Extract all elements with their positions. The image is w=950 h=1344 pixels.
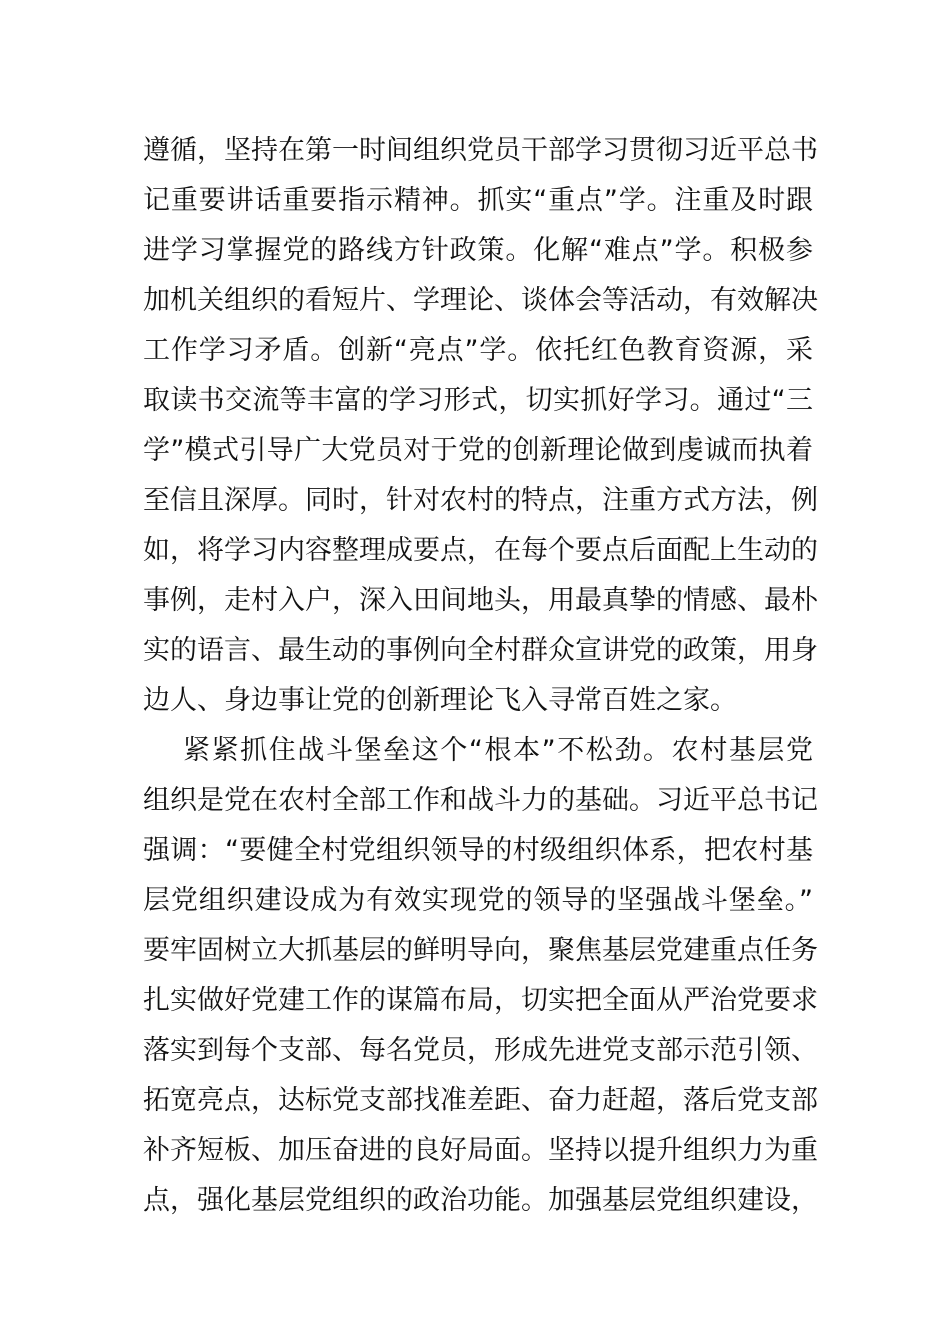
paragraph-line: 实的语言、最生动的事例向全村群众宣讲党的政策，用身 (143, 635, 818, 666)
paragraph-line: 至信且深厚。同时，针对农村的特点，注重方式方法，例 (143, 485, 818, 516)
paragraph-line: 紧紧抓住战斗堡垒这个“根本”不松劲。农村基层党 (183, 735, 813, 766)
paragraph-line: 补齐短板、加压奋进的良好局面。坚持以提升组织力为重 (143, 1135, 818, 1166)
paragraph-line: 加机关组织的看短片、学理论、谈体会等活动，有效解决 (143, 285, 818, 316)
paragraph-line: 记重要讲话重要指示精神。抓实“重点”学。注重及时跟 (143, 185, 813, 216)
paragraph-line: 事例，走村入户，深入田间地头，用最真挚的情感、最朴 (143, 585, 818, 616)
paragraph-line: 强调：“要健全村党组织领导的村级组织体系，把农村基 (143, 835, 813, 866)
paragraph-line: 边人、身边事让党的创新理论飞入寻常百姓之家。 (143, 685, 737, 716)
document-body (143, 126, 818, 1226)
paragraph-line: 取读书交流等丰富的学习形式，切实抓好学习。通过“三 (143, 385, 813, 416)
paragraph-line: 落实到每个支部、每名党员，形成先进党支部示范引领、 (143, 1035, 818, 1066)
paragraph-1 (143, 126, 818, 726)
paragraph-line: 进学习掌握党的路线方针政策。化解“难点”学。积极参 (143, 235, 813, 266)
paragraph-line: 遵循，坚持在第一时间组织党员干部学习贯彻习近平总书 (143, 135, 818, 166)
paragraph-line: 要牢固树立大抓基层的鲜明导向，聚焦基层党建重点任务 (143, 935, 818, 966)
paragraph-line: 层党组织建设成为有效实现党的领导的坚强战斗堡垒。” (143, 885, 813, 916)
paragraph-line: 学”模式引导广大党员对于党的创新理论做到虔诚而执着 (143, 435, 813, 466)
paragraph-line: 拓宽亮点，达标党支部找准差距、奋力赶超，落后党支部 (143, 1085, 818, 1116)
paragraph-line: 点，强化基层党组织的政治功能。加强基层党组织建设， (143, 1185, 818, 1216)
paragraph-line: 工作学习矛盾。创新“亮点”学。依托红色教育资源，采 (143, 335, 813, 366)
paragraph-line: 扎实做好党建工作的谋篇布局，切实把全面从严治党要求 (143, 985, 818, 1016)
paragraph-2 (143, 726, 818, 1226)
paragraph-line: 组织是党在农村全部工作和战斗力的基础。习近平总书记 (143, 785, 818, 816)
paragraph-line: 如，将学习内容整理成要点，在每个要点后面配上生动的 (143, 535, 818, 566)
